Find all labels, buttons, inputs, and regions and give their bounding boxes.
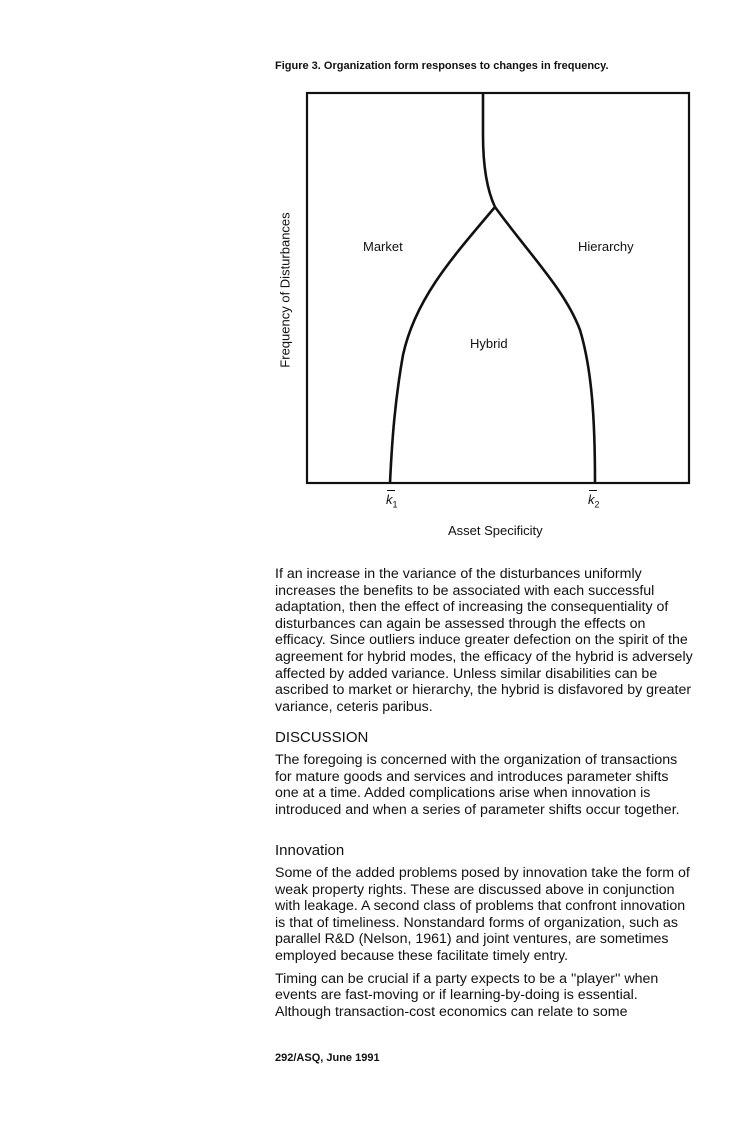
tick-k1-symbol: k xyxy=(386,492,393,507)
innovation-paragraph-2: Timing can be crucial if a party expects to be a ''player'' when events are fast-moving or if learning-by-doing is essential. Although transaction-cost economics can relate to some xyxy=(275,970,659,1020)
tick-k1 xyxy=(386,492,398,510)
body-paragraph-variance-block xyxy=(275,566,695,715)
tick-k2-bar xyxy=(589,490,597,491)
page-footer: 292/ASQ, June 1991 xyxy=(275,1052,380,1064)
discussion-section xyxy=(275,729,695,818)
tick-k1-subscript: 1 xyxy=(392,499,398,510)
hierarchy-region-label: Hierarchy xyxy=(578,239,634,254)
x-axis-label: Asset Specificity xyxy=(448,523,543,538)
discussion-heading: DISCUSSION xyxy=(275,729,369,746)
innovation-section xyxy=(275,842,695,1020)
innovation-paragraph-1: Some of the added problems posed by innovation take the form of weak property rights. These are discussed above in conjunction with leakage. A second class of problems that confront innovation is that of timeliness. Nonstandard forms of organization, such as parallel R&D (Nelson, 1961) and joint ventures, are sometimes employed because these facilitate timely entry. xyxy=(275,865,690,964)
tick-k2-symbol: k xyxy=(588,492,595,507)
tick-k2 xyxy=(588,492,600,510)
hybrid-region-label: Hybrid xyxy=(470,336,508,351)
tick-k2-subscript: 2 xyxy=(594,499,600,510)
figure-diagram xyxy=(270,80,710,550)
discussion-paragraph: The foregoing is concerned with the organization of transactions for mature goods and services and introduces parameter shifts one at a time. Added complications arise when innovation is introduced and when a series of parameter shifts occur together. xyxy=(275,752,680,818)
innovation-heading: Innovation xyxy=(275,842,345,859)
y-axis-label: Frequency of Disturbances xyxy=(277,212,293,368)
upper-boundary-curve xyxy=(483,93,495,207)
figure-frame xyxy=(307,93,689,483)
market-region-label: Market xyxy=(363,239,403,254)
paragraph-variance: If an increase in the variance of the disturbances uniformly increases the benefits to be associated with each successful adaptation, then the effect of increasing the consequentiality of disturbances can again be assessed through the effects on efficacy. Since outliers induce greater defection on the spirit of the agreement for hybrid modes, the efficacy of the hybrid is adversely affected by added variance. Unless similar disabilities can be ascribed to market or hierarchy, the hybrid is disfavored by greater variance, ceteris paribus. xyxy=(275,566,693,715)
figure-3 xyxy=(270,80,710,550)
tick-k1-bar xyxy=(387,490,395,491)
figure-caption: Figure 3. Organization form responses to changes in frequency. xyxy=(275,60,609,72)
